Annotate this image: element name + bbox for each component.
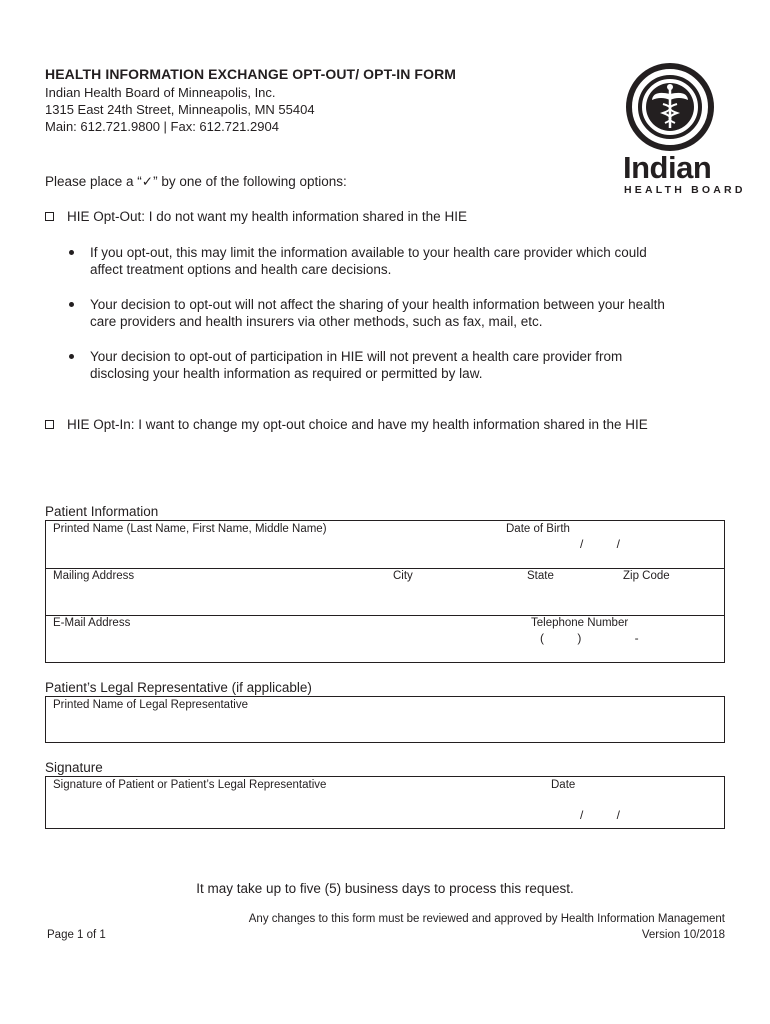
form-title: HEALTH INFORMATION EXCHANGE OPT-OUT/ OPT-IN FORM (45, 66, 457, 82)
page-number: Page 1 of 1 (47, 929, 106, 941)
review-note: Any changes to this form must be reviewed and approved by Health Information Management (248, 913, 725, 925)
phone-format: ( ) - (540, 631, 639, 645)
bullet-icon (69, 302, 74, 307)
opt-in-option[interactable] (45, 416, 648, 433)
email-field[interactable] (46, 615, 530, 662)
bullet-icon (69, 250, 74, 255)
opt-out-option[interactable] (45, 208, 467, 225)
bullet-icon (69, 354, 74, 359)
org-phone-fax: Main: 612.721.9800 | Fax: 612.721.2904 (45, 119, 279, 134)
legal-rep-name-label: Printed Name of Legal Representative (53, 699, 248, 711)
logo-emblem (625, 62, 715, 152)
city-label: City (393, 570, 413, 582)
dob-slashes: / / (580, 537, 621, 551)
legal-rep-name-field[interactable] (45, 696, 725, 743)
signature-label: Signature of Patient or Patient’s Legal Representative (53, 779, 327, 791)
org-name: Indian Health Board of Minneapolis, Inc. (45, 85, 276, 100)
processing-note: It may take up to five (5) business days to process this request. (196, 881, 574, 896)
opt-out-label: HIE Opt-Out: I do not want my health information shared in the HIE (67, 209, 467, 224)
signature-date-field[interactable] (546, 777, 724, 828)
mailing-address-field[interactable] (46, 568, 391, 615)
signature-date-slashes: / / (580, 808, 621, 822)
legal-rep-heading: Patient’s Legal Representative (if applicable) (45, 680, 312, 695)
instructions: Please place a “✓” by one of the following options: (45, 174, 347, 189)
opt-out-checkbox[interactable] (45, 212, 54, 221)
org-address: 1315 East 24th Street, Minneapolis, MN 55404 (45, 102, 315, 117)
zip-label: Zip Code (623, 570, 670, 582)
telephone-field[interactable] (530, 615, 724, 662)
caduceus-icon (625, 62, 715, 152)
dob-label: Date of Birth (506, 523, 570, 535)
dob-field[interactable] (504, 521, 724, 568)
email-label: E-Mail Address (53, 617, 131, 629)
signature-heading: Signature (45, 760, 103, 775)
printed-name-label: Printed Name (Last Name, First Name, Middle Name) (53, 523, 327, 535)
mailing-address-label: Mailing Address (53, 570, 135, 582)
patient-info-heading: Patient Information (45, 504, 159, 519)
patient-info-box (45, 520, 725, 663)
city-field[interactable] (391, 568, 526, 615)
signature-field[interactable] (46, 777, 546, 828)
version: Version 10/2018 (641, 929, 725, 941)
opt-in-label: HIE Opt-In: I want to change my opt-out choice and have my health information shared in the HIE (67, 417, 648, 432)
opt-out-bullet-2: Your decision to opt-out will not affect the sharing of your health information between your health care providers and health insurers via other methods, such as fax, mail, etc. (90, 297, 665, 329)
state-field[interactable] (526, 568, 622, 615)
logo-subtitle: HEALTH BOARD (624, 184, 746, 196)
telephone-label: Telephone Number (531, 617, 629, 629)
state-label: State (527, 570, 554, 582)
signature-date-label: Date (551, 779, 576, 791)
opt-out-bullet-1: If you opt-out, this may limit the information available to your health care provider which could affect treatment options and health care decisions. (90, 245, 647, 277)
opt-in-checkbox[interactable] (45, 420, 54, 429)
signature-box (45, 776, 725, 829)
opt-out-bullet-3: Your decision to opt-out of participation in HIE will not prevent a health care provider from disclosing your health information as required or permitted by law. (90, 349, 623, 381)
logo-word: Indian (623, 150, 712, 185)
printed-name-field[interactable] (46, 521, 504, 568)
zip-field[interactable] (622, 568, 724, 615)
